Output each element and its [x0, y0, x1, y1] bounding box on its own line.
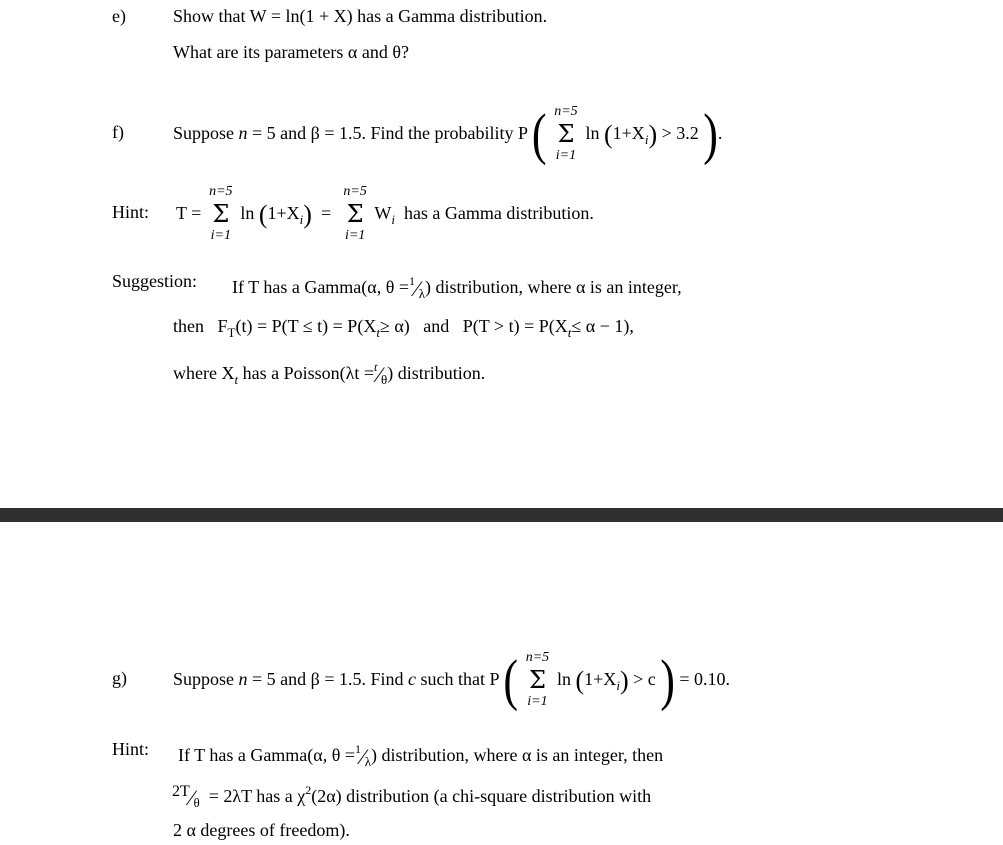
suggestion-l2-d: ≤ α − 1),: [571, 316, 634, 336]
fraction-slash: ⁄: [377, 362, 382, 387]
hint2-l1-b: ) distribution, where α is an integer, then: [371, 745, 664, 765]
hint2-line-2: [172, 778, 651, 815]
g-sum-bottom: i=1: [527, 693, 548, 709]
f-ln: ln: [585, 123, 600, 143]
suggestion-l3-c: ) distribution.: [387, 363, 486, 383]
fraction-slash: ⁄: [361, 744, 365, 769]
label-f: f): [112, 122, 124, 142]
suggestion-l3-sub: t: [234, 372, 239, 387]
hint1-inner-open: (: [258, 199, 268, 229]
hint2-l2-sup: 2: [305, 783, 312, 797]
hint1-label: Hint:: [112, 202, 150, 222]
g-c: c: [407, 669, 416, 689]
f-close-paren: ): [703, 102, 718, 167]
g-n: n: [238, 669, 248, 689]
f-inner: 1+X: [612, 123, 645, 143]
suggestion-l2-sub1: t: [376, 325, 380, 340]
f-gt: > 3.2: [661, 123, 699, 143]
suggestion-l3-a: where X: [173, 363, 235, 383]
f-sum-bottom: i=1: [555, 147, 577, 163]
hint1-sum1-top: n=5: [209, 183, 233, 199]
hint2-l1-a: If T has a Gamma(α, θ =: [178, 745, 355, 765]
g-text-a: Suppose: [173, 669, 235, 689]
sigma-icon: Σ: [528, 665, 546, 694]
hint1-ln: ln: [240, 203, 255, 223]
f-text-a: Suppose: [173, 123, 235, 143]
f-text-b: = 5 and β = 1.5. Find the probability P: [252, 123, 528, 143]
hint1-inner: 1+X: [267, 203, 300, 223]
g-close-paren: ): [660, 648, 675, 713]
g-open-paren: (: [503, 648, 518, 713]
hint1-sum2-top: n=5: [343, 183, 367, 199]
hint2-frac-den: λ: [364, 754, 371, 769]
g-inner-close: ): [619, 665, 629, 695]
suggestion-then: then: [173, 316, 204, 336]
label-g: g): [112, 668, 127, 688]
g-ln: ln: [556, 669, 571, 689]
f-inner-close: ): [648, 119, 658, 149]
suggestion-line-1: [232, 269, 682, 306]
hint1-W-sub: i: [391, 212, 395, 227]
suggestion-label: Suggestion:: [112, 271, 198, 291]
fraction-slash: ⁄: [189, 785, 194, 810]
g-statement: [173, 646, 730, 712]
hint1-summation-2: [344, 185, 366, 245]
hint2-label: Hint:: [112, 739, 150, 759]
suggestion-line-2: [173, 314, 634, 345]
f-statement: [173, 100, 722, 166]
suggestion-l3-num: t: [374, 360, 378, 374]
suggestion-l1-b: ) distribution, where α is an integer,: [425, 277, 682, 297]
fraction-slash: ⁄: [415, 276, 419, 301]
suggestion-F: F: [217, 316, 228, 336]
hint2-l2-num: 2T: [172, 783, 190, 800]
hint2-line-3: 2 α degrees of freedom).: [173, 820, 350, 840]
suggestion-l3-den: θ: [381, 372, 388, 387]
suggestion-l2-sub2: t: [567, 325, 572, 340]
hint2-line-1: [178, 737, 663, 774]
g-summation: [526, 651, 548, 711]
g-inner-sub: i: [616, 678, 620, 693]
hint1-statement: [176, 180, 594, 246]
suggestion-l2-c: ≥ α) and P(T > t) = P(X: [379, 316, 568, 336]
suggestion-frac-den: λ: [418, 286, 425, 301]
suggestion-F-sub: T: [227, 325, 236, 340]
f-open-paren: (: [531, 102, 547, 167]
section-divider: [0, 508, 1003, 522]
f-inner-sub: i: [644, 132, 649, 147]
hint1-summation-1: [210, 185, 232, 245]
g-sum-top: n=5: [525, 649, 550, 665]
suggestion-l1-a: If T has a Gamma(α, θ =: [232, 277, 409, 297]
hint1-sum2-bottom: i=1: [344, 227, 366, 243]
hint2-l2-a: = 2λT has a χ: [208, 786, 306, 806]
e-line-1: Show that W = ln(1 + X) has a Gamma distribution.: [173, 6, 548, 26]
hint1-sum1-bottom: i=1: [210, 227, 231, 243]
hint1-inner-close: ): [303, 199, 312, 229]
sigma-icon: Σ: [212, 199, 230, 228]
g-result: = 0.10.: [679, 669, 731, 689]
g-inner-open: (: [575, 665, 585, 695]
label-e: e): [112, 6, 126, 26]
hint2-l2-den: θ: [193, 795, 200, 810]
hint2-frac-num: 1: [355, 742, 361, 756]
suggestion-l3-b: has a Poisson(λt =: [242, 363, 374, 383]
sigma-icon: Σ: [346, 199, 364, 228]
hint2-l2-b: (2α) distribution (a chi-square distribution with: [311, 786, 652, 806]
f-period: .: [717, 123, 723, 143]
hint1-W: W: [374, 203, 392, 223]
g-gt: > c: [633, 669, 656, 689]
f-sum-top: n=5: [554, 103, 578, 119]
suggestion-l2-b: (t) = P(T ≤ t) = P(X: [235, 316, 377, 336]
hint1-T: T =: [176, 203, 202, 223]
hint1-tail: has a Gamma distribution.: [403, 203, 594, 223]
f-inner-open: (: [603, 119, 613, 149]
suggestion-line-3: [173, 355, 485, 392]
sigma-icon: Σ: [557, 119, 575, 148]
hint1-eq: =: [320, 203, 332, 223]
g-text-b: = 5 and β = 1.5. Find: [252, 669, 404, 689]
e-line-2: What are its parameters α and θ?: [173, 42, 409, 62]
f-summation: [555, 105, 577, 165]
g-inner: 1+X: [584, 669, 617, 689]
f-n: n: [238, 123, 248, 143]
g-text-c: such that P: [420, 669, 499, 689]
hint1-inner-sub: i: [299, 212, 304, 227]
suggestion-frac-num: 1: [409, 274, 415, 288]
